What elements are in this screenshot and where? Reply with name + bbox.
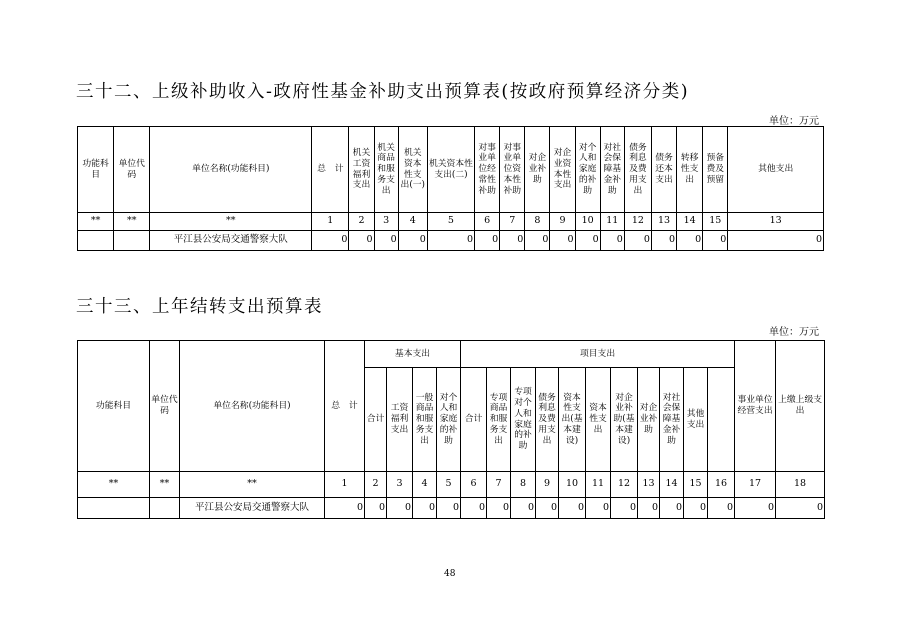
index-cell: **: [150, 213, 312, 231]
index-cell: 15: [684, 472, 708, 498]
header-col: 对事业单位资本性补助: [500, 127, 525, 213]
value-cell: 0: [374, 231, 398, 251]
index-cell: 17: [735, 472, 776, 498]
index-cell: 4: [413, 472, 437, 498]
index-cell: 5: [437, 472, 461, 498]
header-col: 事业单位经营支出: [735, 341, 776, 472]
value-cell: 0: [536, 498, 559, 519]
header-total: 总 计: [312, 127, 349, 213]
header-row: [78, 127, 824, 213]
index-cell: 5: [427, 213, 474, 231]
value-cell: 0: [525, 231, 550, 251]
value-cell: 0: [325, 498, 365, 519]
value-cell: 0: [427, 231, 474, 251]
index-cell: **: [114, 213, 150, 231]
header-col: 债务利息及费用支出: [536, 368, 559, 472]
value-cell: 0: [387, 498, 413, 519]
index-cell: **: [78, 213, 114, 231]
header-col: 转移性支出: [677, 127, 703, 213]
value-cell: 0: [500, 231, 525, 251]
code-cell: [114, 231, 150, 251]
header-col: 机关工资福利支出: [349, 127, 374, 213]
index-cell: 9: [536, 472, 559, 498]
index-cell: **: [78, 472, 150, 498]
value-cell: 0: [684, 498, 708, 519]
header-project: 项目支出: [461, 341, 735, 368]
value-cell: 0: [735, 498, 776, 519]
header-col: 机关商品和服务支出: [374, 127, 398, 213]
header-basic: 基本支出: [365, 341, 461, 368]
index-cell: 15: [703, 213, 728, 231]
header-col: 工资福利支出: [387, 368, 413, 472]
value-cell: 0: [611, 498, 638, 519]
index-cell: 14: [677, 213, 703, 231]
value-cell: 0: [559, 498, 586, 519]
header-unit-name: 单位名称(功能科目): [150, 127, 312, 213]
header-col: 合计: [461, 368, 487, 472]
index-cell: 14: [660, 472, 684, 498]
header-col: 资本性支出(基本建设): [559, 368, 586, 472]
header-col: 对社会保障基金补助: [600, 127, 624, 213]
header-unit-code: 单位代码: [114, 127, 150, 213]
section33-unit: 单位：万元: [769, 327, 819, 338]
value-cell: 0: [398, 231, 427, 251]
header-col: 对企业补助: [525, 127, 550, 213]
value-cell: 0: [677, 231, 703, 251]
header-col: 上缴上级支出: [776, 341, 825, 472]
index-cell: 1: [312, 213, 349, 231]
index-cell: 6: [475, 213, 500, 231]
value-cell: 0: [638, 498, 660, 519]
header-unit-name: 单位名称(功能科目): [180, 341, 325, 472]
value-cell: 0: [624, 231, 651, 251]
code-cell: [150, 498, 180, 519]
index-cell: 7: [500, 213, 525, 231]
func-cell: [78, 498, 150, 519]
header-col: 机关资本性支出(一): [398, 127, 427, 213]
value-cell: 0: [600, 231, 624, 251]
header-col: 其他支出: [728, 127, 824, 213]
header-func-subject: 功能科目: [78, 127, 114, 213]
func-cell: [78, 231, 114, 251]
header-col: 对个人和家庭的补助: [575, 127, 600, 213]
header-col: 专项对个人和家庭的补助: [511, 368, 536, 472]
index-cell: **: [150, 472, 180, 498]
table-row: [78, 231, 824, 251]
header-col: 机关资本性支出(二): [427, 127, 474, 213]
index-cell: 13: [651, 213, 676, 231]
value-cell: 0: [575, 231, 600, 251]
index-cell: 7: [487, 472, 511, 498]
index-cell: 12: [624, 213, 651, 231]
unit-name-cell: 平江县公安局交通警察大队: [180, 498, 325, 519]
header-col: 合计: [365, 368, 387, 472]
value-cell: 0: [461, 498, 487, 519]
index-cell: 9: [550, 213, 575, 231]
header-col: 债务利息及费用支出: [624, 127, 651, 213]
index-cell: 2: [365, 472, 387, 498]
index-row: [78, 472, 825, 498]
index-cell: 8: [511, 472, 536, 498]
value-cell: 0: [708, 498, 735, 519]
unit-name-cell: 平江县公安局交通警察大队: [150, 231, 312, 251]
value-cell: 0: [511, 498, 536, 519]
header-col: 对事业单位经常性补助: [475, 127, 500, 213]
section33-table: [77, 340, 825, 519]
section33-title: 三十三、上年结转支出预算表: [76, 297, 323, 317]
value-cell: 0: [365, 498, 387, 519]
value-cell: 0: [660, 498, 684, 519]
index-cell: 18: [776, 472, 825, 498]
index-cell: 11: [600, 213, 624, 231]
value-cell: 0: [437, 498, 461, 519]
value-cell: 0: [349, 231, 374, 251]
header-col: 对个人和家庭的补助: [437, 368, 461, 472]
value-cell: 0: [776, 498, 825, 519]
value-cell: 0: [475, 231, 500, 251]
value-cell: 0: [550, 231, 575, 251]
section32-table: [77, 126, 824, 251]
index-cell: 10: [559, 472, 586, 498]
header-col: 专项商品和服务支出: [487, 368, 511, 472]
header-col: 债务还本支出: [651, 127, 676, 213]
index-cell: **: [180, 472, 325, 498]
header-col: 资本性支出: [586, 368, 611, 472]
value-cell: 0: [586, 498, 611, 519]
value-cell: 0: [651, 231, 676, 251]
index-cell: 6: [461, 472, 487, 498]
header-func-subject: 功能科目: [78, 341, 150, 472]
index-cell: 16: [708, 472, 735, 498]
header-total: 总 计: [325, 341, 365, 472]
header-col: 其他支出: [684, 368, 708, 472]
index-cell: 1: [325, 472, 365, 498]
page-number: 48: [444, 569, 456, 579]
value-cell: 0: [413, 498, 437, 519]
index-cell: 10: [575, 213, 600, 231]
index-cell: 3: [374, 213, 398, 231]
table-row: [78, 498, 825, 519]
header-unit-code: 单位代码: [150, 341, 180, 472]
index-cell: 13: [638, 472, 660, 498]
header-col: 对企业补助: [638, 368, 660, 472]
index-cell: 2: [349, 213, 374, 231]
header-col: 预备费及预留: [703, 127, 728, 213]
value-cell: 0: [703, 231, 728, 251]
header-col: 对社会保障基金补助: [660, 368, 684, 472]
value-cell: 0: [728, 231, 824, 251]
value-cell: 0: [487, 498, 511, 519]
section32-title: 三十二、上级补助收入-政府性基金补助支出预算表(按政府预算经济分类): [76, 82, 690, 102]
index-cell: 3: [387, 472, 413, 498]
index-row: [78, 213, 824, 231]
value-cell: 0: [312, 231, 349, 251]
index-cell: 8: [525, 213, 550, 231]
index-cell: 12: [611, 472, 638, 498]
header-row: [78, 341, 825, 368]
index-cell: 13: [728, 213, 824, 231]
index-cell: 11: [586, 472, 611, 498]
index-cell: 4: [398, 213, 427, 231]
section32-unit: 单位：万元: [769, 116, 819, 127]
header-col: 对企业补助(基本建设): [611, 368, 638, 472]
header-col: 对企业资本性支出: [550, 127, 575, 213]
header-col: 一般商品和服务支出: [413, 368, 437, 472]
